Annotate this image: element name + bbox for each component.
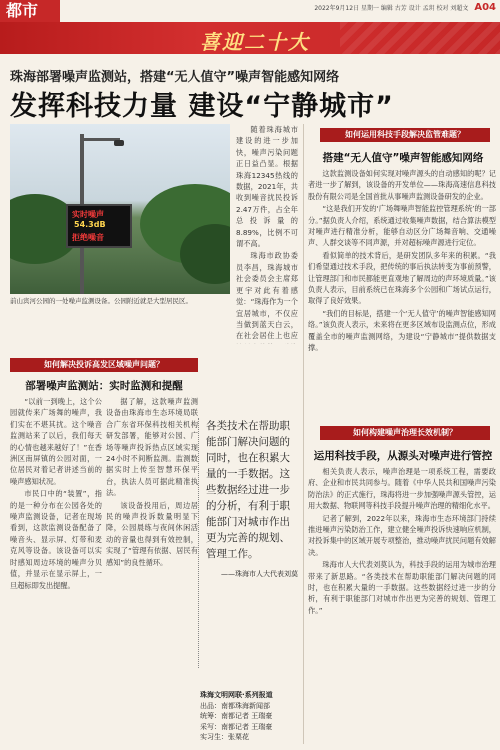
paragraph: 随着珠海城市建设的进一步加快，噪声污染问题正日益凸显。根据珠海12345热线的数据，2021年，共收到噪音扰民投诉2.47万件，占全年总投诉量的8.89%，比例不可谓不高。 (236, 125, 298, 249)
paragraph: 市民口中的“装置”，指的是一种分布在公园各处的噪声监测设备，记者在现场看到，这款监测设备配备了噪音头、显示屏、灯带和麦克风等设备。该设备可以实时感知周边环境的噪声分贝值，并显示在显示屏上，一旦超标即发出提醒。 (10, 489, 102, 590)
article-headline: 发挥科技力量 建设“宁静城市” (10, 91, 394, 122)
photo-caption: 前山宾河公园的一处噪声监测设备。公园附近就是大型居民区。 (10, 297, 192, 305)
text-column-mid (236, 124, 298, 344)
credit-line: 实习生：张栗花 (200, 733, 249, 741)
credit-line: 统筹：南都记者 王瑞豪 (200, 712, 273, 720)
column-rule (303, 124, 304, 744)
sign-line-2: 54.3dB (74, 220, 106, 229)
pull-quote (206, 418, 298, 582)
page-meta (314, 2, 496, 13)
credits (200, 690, 300, 743)
text-column-right-bottom (308, 466, 496, 746)
banner-title: 喜迎二十大 (200, 30, 310, 54)
paragraph: 记者了解到，2022年以来，珠海市生态环境部门持续推进噪声污染防治工作，建立健全噪声投诉快速响应机制，对投诉集中的区域开展专项整治，推动噪声扰民问题有效解决。 (308, 513, 496, 557)
pull-quote-signature: ——珠海市人大代表刘莫 (221, 570, 298, 578)
paragraph: 看似简单的技术背后，是研发团队多年来的积累。“我们希望通过技术手段，把传统的事后执法转变为事前预警，让管理部门和市民都能更直观地了解周边的声环境质量。”该负责人表示，目前系统已在珠海多个公园和广场试点运行，取得了良好效果。 (308, 250, 496, 306)
paragraph: 据了解，这款噪声监测设备由珠海市生态环境局联合广东省环保科技相关机构研发部署，能够对公园、广场等噪声投诉热点区域实现24小时不间断监测。监测数据实时上传至智慧环保平台，执法人员可据此精准执法。 (106, 397, 198, 498)
section-3-bar: 如何构建噪声治理长效机制？ (320, 426, 490, 440)
credit-line: 珠海文明网联·系列报道 (200, 691, 273, 699)
section-tag (0, 0, 60, 22)
paragraph: 这款监测设备如何实现对噪声源头的自动感知的呢？记者进一步了解到，该设备的开发单位——珠海高速信息科技股份有限公司是全国首批从事噪声监测设备研发的企业。 (308, 169, 496, 201)
section-1-title: 部署噪声监测站：实时监测和提醒 (25, 380, 183, 392)
issue-info: 2022年9月12日 星期一 编辑 古芳 设计 孟玥 校对 刘超文 (314, 5, 469, 12)
sign-line-3: 拒绝噪音 (72, 233, 104, 242)
section-3-title: 运用科技手段，从源头对噪声进行管控 (313, 450, 493, 462)
text-column-2 (106, 396, 198, 746)
page-number: A04 (474, 2, 496, 13)
text-column-1 (10, 396, 102, 746)
text-column-right-top (308, 168, 496, 420)
section-2-bar: 如何运用科技手段解决监管难题？ (320, 128, 490, 142)
paragraph: “我们的目标是，搭建一个‘无人值守’的噪声智能感知网络。”该负责人表示，未来将在更多区域布设监测点位，形成覆盖全市的噪声监测网络，为建设“宁静城市”提供数据支撑。 (308, 308, 496, 353)
section-label: 都市 (6, 1, 39, 20)
section-2-title: 搭建“无人值守”噪声智能感知网络 (322, 152, 484, 164)
banner (0, 22, 500, 54)
paragraph: 珠海市政协委员李昌，珠海城市社会委员会主席郑更宇对此有着感觉：“珠海作为一个宜居城市，不仅应当做到蓝天白云，在社会居住上也应 (236, 251, 298, 341)
paragraph: “以前一到晚上，这个公园就传来广场舞的噪声，我们实在不堪其扰。这个噪音监测站来了以后，我们每天的心情也越来越好了！”在香洲区南屏镇的公园对面，一位居民对着记者讲述当前的噪声感知状况。 (10, 397, 102, 486)
pull-quote-text: 各类技术在帮助职能部门解决问题的同时，也在积累大量的一手数据。这些数据经过进一步的分析，有利于职能部门对城市作出更为完善的规划、管理工作。 (206, 420, 290, 560)
banner-pattern (340, 22, 500, 54)
paragraph: 相关负责人表示，噪声治理是一项系统工程，需要政府、企业和市民共同参与。随着《中华人民共和国噪声污染防治法》的正式施行，珠海将进一步加强噪声源头管控，运用大数据、物联网等科技手段提升噪声治理的精细化水平。 (308, 467, 496, 511)
paragraph: “这是我们开发的‘广场舞噪声智能监控管理系统’的一部分。”据负责人介绍，系统通过收集噪声数据，结合算法模型对噪声进行精准分析，能够自动区分广场舞音响、交通噪声、人群交谈等不同声源，并对超标噪声源进行定位。 (308, 204, 496, 248)
noise-display-sign (66, 204, 132, 248)
paragraph: 珠海市人大代表刘莫认为，科技手段的运用为城市治理带来了新思路。“各类技术在帮助职能部门解决问题的同时，也在积累大量的一手数据。这些数据经过进一步的分析，有利于职能部门对城市作出更为完善的规划、管理工作。” (308, 560, 496, 615)
photo-lamp-head (114, 140, 124, 146)
article-kicker: 珠海部署噪声监测站，搭建“无人值守”噪声智能感知网络 (10, 70, 340, 85)
sign-line-1: 实时噪声 (72, 210, 104, 219)
credit-line: 采写：南都记者 王瑞豪 (200, 722, 273, 731)
section-1-bar: 如何解决投诉高发区域噪声问题？ (10, 358, 198, 372)
lead-photo (10, 124, 230, 294)
credit-line: 出品：南都珠海新闻部 (200, 701, 270, 710)
paragraph: 该设备投用后，周边居民的噪声投诉数量明显下降，公园晨练与夜间休闲活动的音量也得到有效控制，实现了“管理有依据、居民有感知”的良性循环。 (106, 500, 198, 567)
